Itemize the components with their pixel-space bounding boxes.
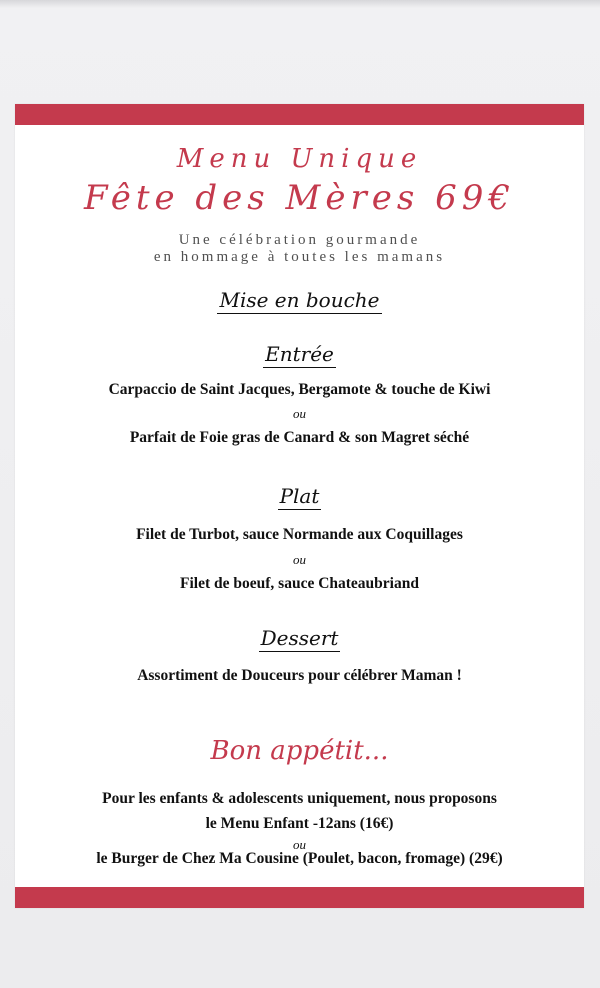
menu-sheet xyxy=(15,104,584,908)
plat-separator: ou xyxy=(293,552,306,567)
top-shadow xyxy=(0,0,600,8)
menu-title: Menu Unique xyxy=(176,144,423,174)
bottom-red-band xyxy=(15,887,584,908)
entree-option-1: Carpaccio de Saint Jacques, Bergamote & touche de Kiwi xyxy=(108,381,491,398)
heading-dessert: Dessert xyxy=(260,626,339,650)
plat-option-1: Filet de Turbot, sauce Normande aux Coquillages xyxy=(136,526,463,543)
heading-entree: Entrée xyxy=(265,342,334,366)
plat-option-2: Filet de boeuf, sauce Chateaubriand xyxy=(180,575,419,592)
tagline-line1: Une célébration gourmande xyxy=(178,232,421,248)
top-red-band xyxy=(15,104,584,125)
tagline-line2: en hommage à toutes les mamans xyxy=(153,249,446,265)
dessert-option-1: Assortiment de Douceurs pour célébrer Maman ! xyxy=(137,667,462,684)
bon-appetit: Bon appétit... xyxy=(210,736,389,766)
heading-plat: Plat xyxy=(279,484,320,508)
kids-separator: ou xyxy=(293,837,306,852)
kids-burger: le Burger de Chez Ma Cousine (Poulet, bacon, fromage) (29€) xyxy=(96,850,503,867)
entree-option-2: Parfait de Foie gras de Canard & son Magret séché xyxy=(129,429,470,446)
heading-mise-en-bouche: Mise en bouche xyxy=(219,288,380,312)
kids-menu: le Menu Enfant -12ans (16€) xyxy=(205,815,394,832)
kids-intro: Pour les enfants & adolescents uniquement, nous proposons xyxy=(102,790,497,807)
menu-subtitle-price: Fête des Mères 69€ xyxy=(83,178,516,218)
entree-separator: ou xyxy=(293,406,306,421)
